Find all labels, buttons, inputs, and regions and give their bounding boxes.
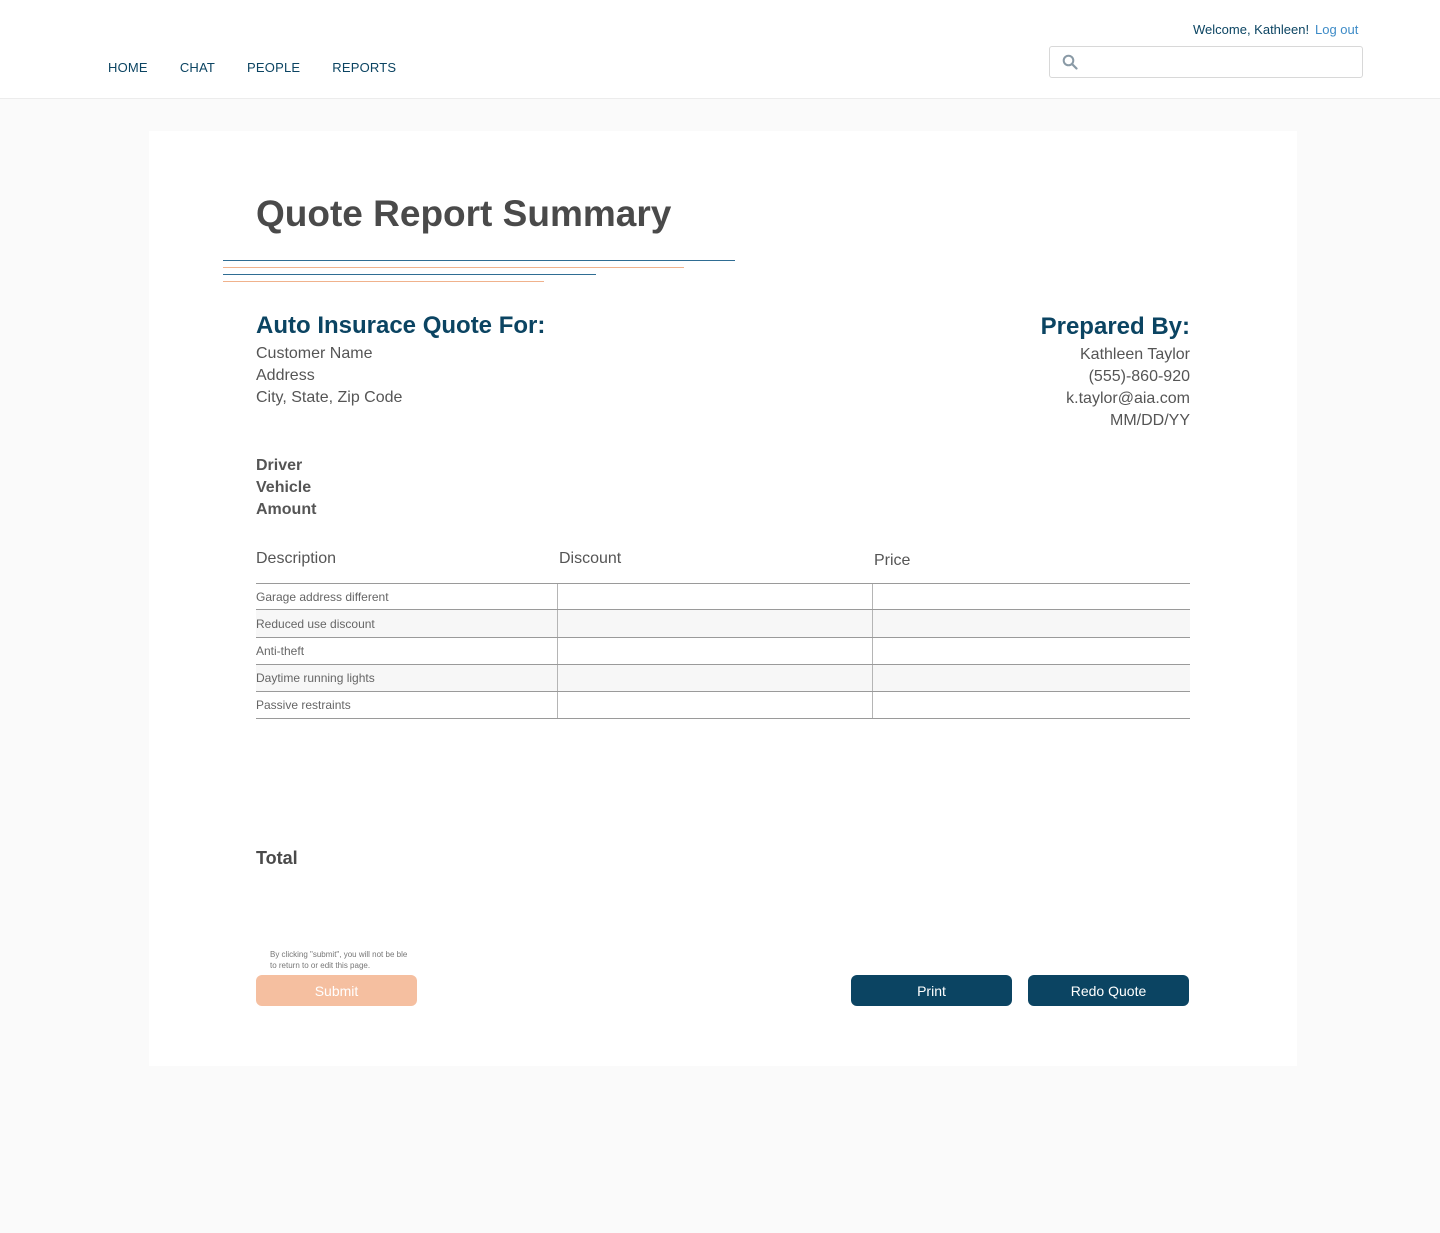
page-title: Quote Report Summary	[256, 193, 672, 234]
report-date: MM/DD/YY	[1110, 412, 1190, 429]
column-header-description: Description	[256, 550, 337, 567]
print-button[interactable]: Print	[851, 975, 1012, 1006]
summary-labels	[256, 455, 316, 521]
cell-price	[873, 584, 1190, 609]
cell-price	[873, 610, 1190, 637]
decorative-line	[223, 267, 684, 268]
cell-description: Passive restraints	[256, 692, 558, 718]
table-row	[256, 665, 1190, 692]
customer-info	[256, 343, 402, 409]
customer-name: Customer Name	[256, 345, 373, 362]
cell-discount	[558, 610, 873, 637]
logout-link[interactable]: Log out	[1315, 22, 1359, 37]
column-header-discount: Discount	[559, 550, 622, 567]
prepared-by-heading: Prepared By:	[1040, 313, 1190, 340]
cell-price	[873, 665, 1190, 691]
driver-label: Driver	[256, 457, 303, 474]
cell-description: Reduced use discount	[256, 610, 558, 637]
table-row	[256, 610, 1190, 638]
cell-discount	[558, 638, 873, 664]
cell-discount	[558, 665, 873, 691]
top-header	[0, 0, 1440, 99]
total-label: Total	[256, 848, 298, 868]
nav-home[interactable]: HOME	[108, 60, 148, 75]
customer-city-state-zip: City, State, Zip Code	[256, 389, 403, 406]
decorative-line	[223, 274, 596, 275]
discount-table	[256, 549, 1190, 719]
table-row	[256, 584, 1190, 610]
amount-label: Amount	[256, 501, 317, 518]
submit-note: By clicking "submit", you will not be ble to return to or edit this page.	[270, 950, 408, 970]
nav-chat[interactable]: CHAT	[179, 60, 216, 75]
preparer-info	[1066, 344, 1190, 432]
cell-discount	[558, 692, 873, 718]
submit-button[interactable]: Submit	[256, 975, 417, 1006]
redo-quote-button[interactable]: Redo Quote	[1028, 975, 1189, 1006]
search-box[interactable]	[1049, 46, 1363, 78]
quote-report-card	[149, 131, 1297, 1066]
decorative-line	[223, 281, 544, 282]
column-header-price: Price	[874, 552, 911, 569]
search-icon[interactable]	[1050, 47, 1090, 77]
preparer-phone: (555)-860-920	[1088, 368, 1190, 385]
quote-for-heading: Auto Insurace Quote For:	[256, 312, 546, 339]
cell-discount	[558, 584, 873, 609]
cell-price	[873, 638, 1190, 664]
decorative-line	[223, 260, 735, 261]
welcome-text: Welcome, Kathleen!	[1193, 22, 1310, 37]
nav-reports[interactable]: REPORTS	[332, 60, 397, 75]
table-header	[256, 549, 1190, 584]
vehicle-label: Vehicle	[256, 479, 312, 496]
cell-description: Daytime running lights	[256, 665, 558, 691]
preparer-name: Kathleen Taylor	[1080, 346, 1190, 363]
cell-description: Garage address different	[256, 584, 558, 609]
cell-price	[873, 692, 1190, 718]
preparer-email: k.taylor@aia.com	[1066, 390, 1190, 407]
search-input[interactable]	[1090, 48, 1362, 76]
customer-address: Address	[256, 367, 315, 384]
cell-description: Anti-theft	[256, 638, 558, 664]
table-row	[256, 638, 1190, 665]
table-row	[256, 692, 1190, 719]
nav-people[interactable]: PEOPLE	[247, 60, 301, 75]
main-nav	[108, 60, 428, 75]
